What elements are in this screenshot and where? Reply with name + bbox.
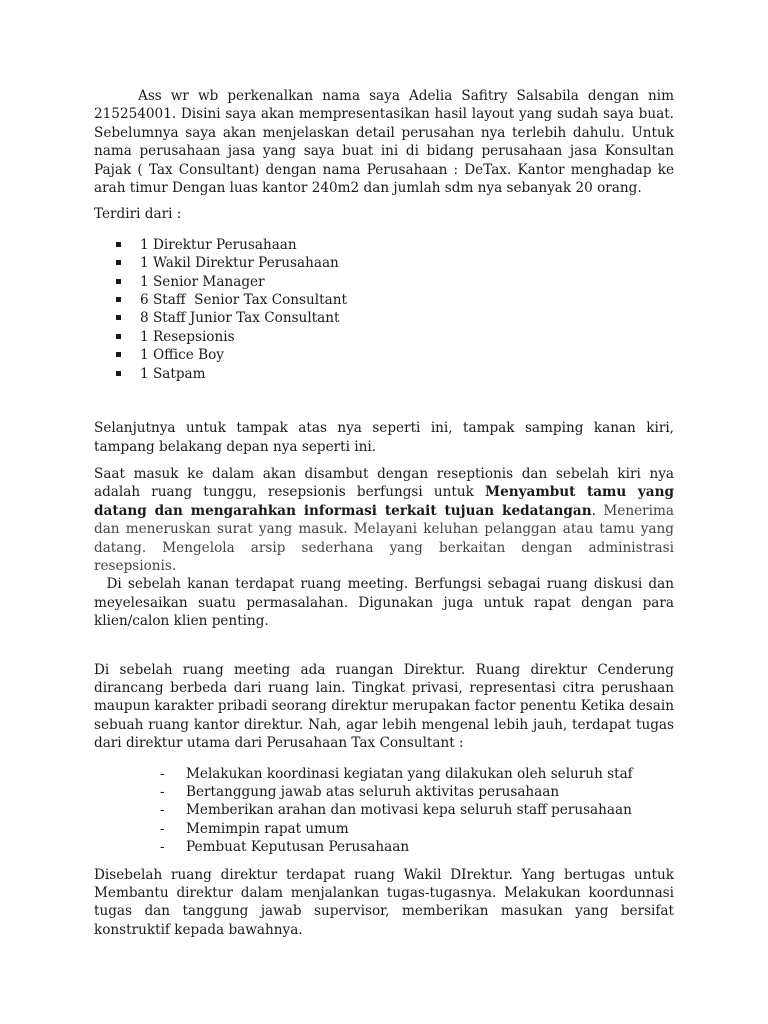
list-item: 1 Resepsionis	[140, 328, 674, 346]
resepsionis-paragraph: Saat masuk ke dalam akan disambut dengan reseptionis dan sebelah kiri nya adalah ruang tunggu, resepsionis berfungsi untuk Menyambut tamu yang datang dan mengarahkan informasi terkait tujuan kedatangan. Menerima dan meneruskan surat yang masuk. Melayani keluhan pelanggan atau tamu yang datang. Mengelola arsip sederhana yang berkaitan dengan administrasi resepsionis.	[94, 465, 674, 574]
staff-list	[94, 236, 674, 383]
meeting-paragraph: Di sebelah kanan terdapat ruang meeting. Berfungsi sebagai ruang diskusi dan meyelesaikan suatu permasalahan. Digunakan juga untuk rapat dengan para klien/calon klien penting.	[94, 576, 679, 630]
document-page	[94, 87, 679, 939]
square-bullet-icon	[116, 279, 121, 284]
list-item: 1 Satpam	[140, 365, 674, 383]
resepsionis-gray-text: Menerima dan meneruskan surat yang masuk. Melayani keluhan pelanggan atau tamu yang datang. Mengelola arsip sederhana yang berkaitan dengan administrasi resepsionis.	[94, 502, 674, 574]
wakil-paragraph: Disebelah ruang direktur terdapat ruang Wakil DIrektur. Yang bertugas untuk Membantu direktur dalam menjalankan tugas-tugasnya. Melakukan koordunnasi tugas dan tanggung jawab supervisor, memberikan masukan yang bersifat konstruktif kepada bawahnya.	[94, 866, 674, 938]
list-item: 1 Senior Manager	[140, 273, 674, 291]
square-bullet-icon	[116, 297, 121, 302]
list-item: - Melakukan koordinasi kegiatan yang dilakukan oleh seluruh staf	[160, 765, 633, 782]
dash-bullet-icon: -	[160, 765, 165, 782]
list-item: - Pembuat Keputusan Perusahaan	[160, 839, 410, 856]
list-item: 1 Direktur Perusahaan	[140, 236, 674, 254]
square-bullet-icon	[116, 371, 121, 376]
list-item: 8 Staff Junior Tax Consultant	[140, 309, 674, 327]
intro-paragraph: Ass wr wb perkenalkan nama saya Adelia Safitry Salsabila dengan nim 215254001. Disini saya akan mempresentasikan hasil layout yang sudah saya buat. Sebelumnya saya akan menjelaskan detail perusahan nya terlebih dahulu. Untuk nama perusahaan jasa yang saya buat ini di bidang perusahaan jasa Konsultan Pajak ( Tax Consultant) dengan nama Perusahaan : DeTax. Kantor menghadap ke arah timur Dengan luas kantor 240m2 dan jumlah sdm nya sebanyak 20 orang.	[94, 88, 674, 197]
square-bullet-icon	[116, 260, 121, 265]
list-item: - Bertanggung jawab atas seluruh aktivitas perusahaan	[160, 784, 560, 800]
terdiri-label: Terdiri dari :	[94, 206, 182, 223]
dash-bullet-icon: -	[160, 784, 165, 800]
dash-bullet-icon: -	[160, 802, 165, 819]
list-item: 1 Office Boy	[140, 346, 674, 364]
square-bullet-icon	[116, 242, 121, 247]
list-item: 1 Wakil Direktur Perusahaan	[140, 254, 674, 272]
list-item: 6 Staff Senior Tax Consultant	[140, 291, 674, 309]
square-bullet-icon	[116, 352, 121, 357]
resepsionis-bold-text: Menyambut tamu yang datang dan mengarahkan informasi terkait tujuan kedatangan	[94, 484, 674, 519]
direktur-paragraph: Di sebelah ruang meeting ada ruangan Direktur. Ruang direktur Cenderung dirancang berbeda dari ruang lain. Tingkat privasi, representasi citra perushaan maupun karakter pribadi seorang direktur merupakan factor penentu Ketika desain sebuah ruang kantor direktur. Nah, agar lebih mengenal lebih jauh, terdapat tugas dari direktur utama dari Perusahaan Tax Consultant :	[94, 661, 674, 752]
tampak-paragraph: Selanjutnya untuk tampak atas nya seperti ini, tampak samping kanan kiri, tampang belakang depan nya seperti ini.	[94, 420, 674, 455]
square-bullet-icon	[116, 315, 121, 320]
dash-bullet-icon: -	[160, 839, 165, 856]
square-bullet-icon	[116, 334, 121, 339]
tugas-list	[94, 765, 674, 857]
list-item: - Memimpin rapat umum	[160, 820, 349, 837]
list-item: - Memberikan arahan dan motivasi kepa seluruh staff perusahaan	[160, 802, 632, 819]
dash-bullet-icon: -	[160, 820, 165, 837]
